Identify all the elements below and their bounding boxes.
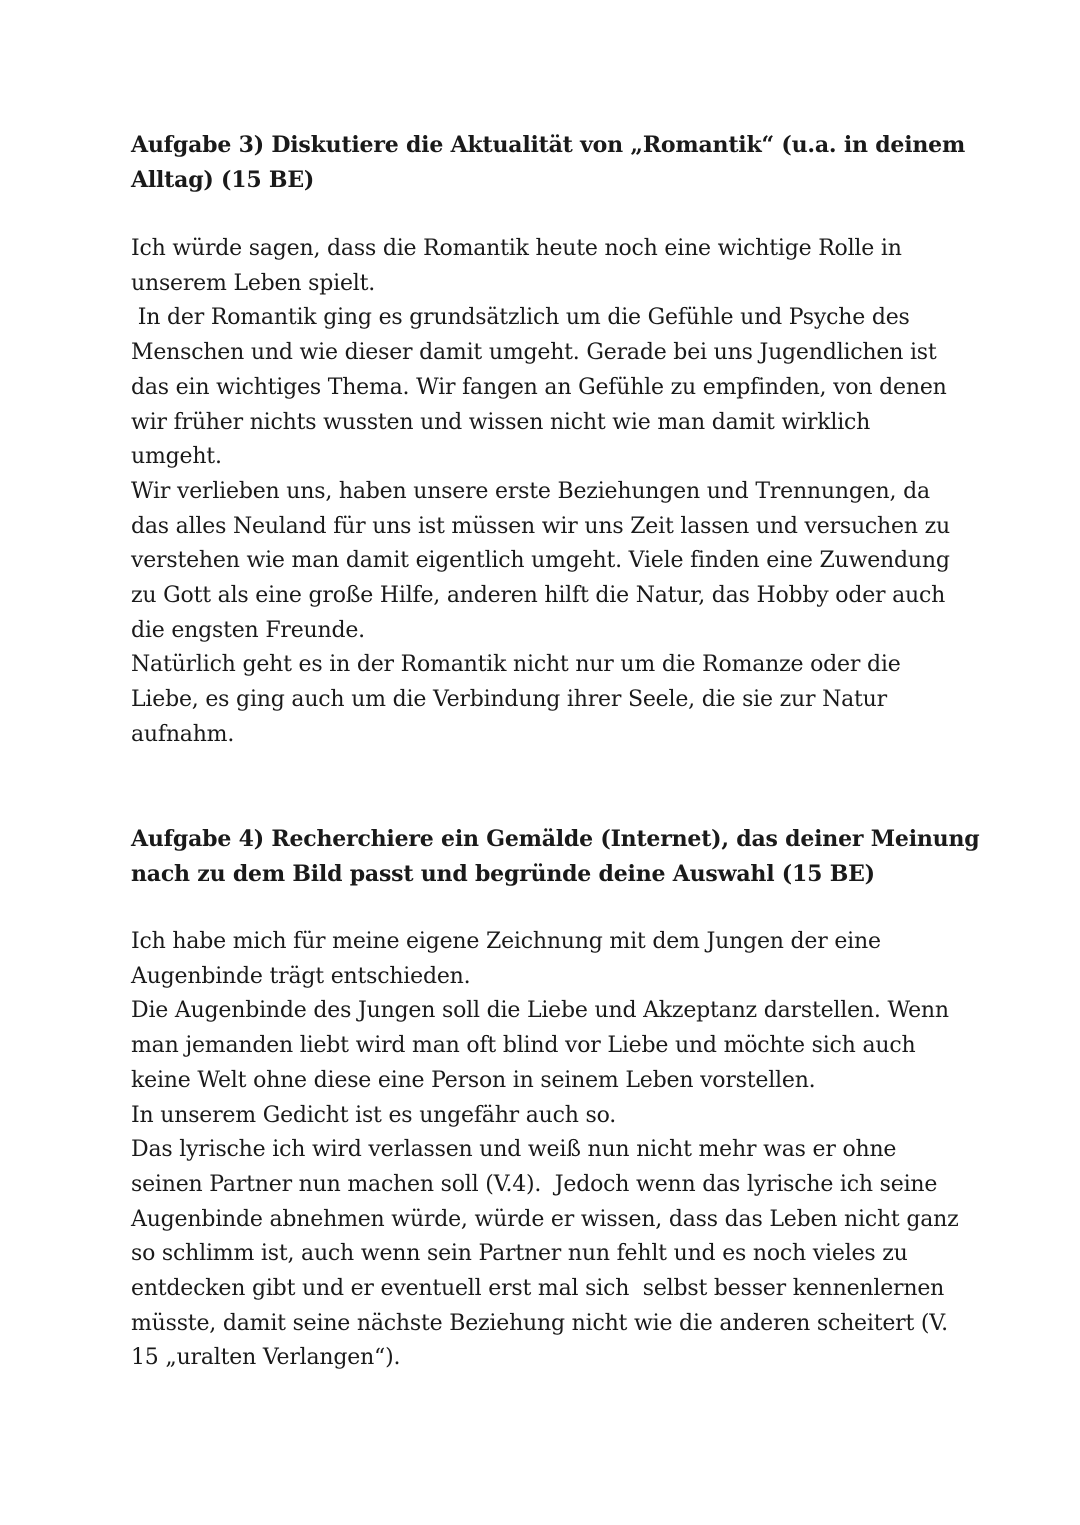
text-line: entdecken gibt und er eventuell erst mal sich selbst besser kennenlernen — [131, 1276, 945, 1302]
text-line: In der Romantik ging es grundsätzlich um die Gefühle und Psyche des — [131, 305, 910, 331]
task-4-answer — [131, 925, 959, 1376]
text-line: das alles Neuland für uns ist müssen wir uns Zeit lassen und versuchen zu — [131, 513, 950, 539]
task-4-heading — [131, 822, 979, 892]
text-line: Ich habe mich für meine eigene Zeichnung mit dem Jungen der eine — [131, 929, 881, 954]
text-line: Augenbinde abnehmen würde, würde er wissen, dass das Leben nicht ganz — [131, 1206, 959, 1232]
text-line: aufnahm. — [131, 721, 235, 747]
text-line: die engsten Freunde. — [131, 617, 365, 643]
text-line: unserem Leben spielt. — [131, 270, 376, 296]
text-line: Augenbinde trägt entschieden. — [131, 963, 471, 989]
text-line: müsste, damit seine nächste Beziehung nicht wie die anderen scheitert (V. — [131, 1310, 948, 1336]
text-line: man jemanden liebt wird man oft blind vor Liebe und möchte sich auch — [131, 1033, 916, 1059]
text-line: Die Augenbinde des Jungen soll die Liebe und Akzeptanz darstellen. Wenn — [131, 998, 949, 1024]
heading-line: Aufgabe 4) Recherchiere ein Gemälde (Internet), das deiner Meinung — [131, 826, 980, 852]
text-line: Menschen und wie dieser damit umgeht. Gerade bei uns Jugendlichen ist — [131, 340, 937, 366]
text-line: Natürlich geht es in der Romantik nicht nur um die Romanze oder die — [131, 652, 901, 678]
text-line: keine Welt ohne diese eine Person in seinem Leben vorstellen. — [131, 1067, 816, 1093]
heading-line: Alltag) (15 BE) — [131, 167, 315, 193]
text-line: das ein wichtiges Thema. Wir fangen an Gefühle zu empfinden, von denen — [131, 374, 947, 400]
text-line: verstehen wie man damit eigentlich umgeht. Viele finden eine Zuwendung — [131, 548, 950, 574]
task-3-heading — [131, 128, 965, 198]
heading-line: nach zu dem Bild passt und begründe deine Auswahl (15 BE) — [131, 861, 875, 887]
text-line: Liebe, es ging auch um die Verbindung ihrer Seele, die sie zur Natur — [131, 687, 887, 713]
task-3-answer — [131, 232, 950, 753]
text-line: wir früher nichts wussten und wissen nicht wie man damit wirklich — [131, 409, 871, 435]
text-line: Das lyrische ich wird verlassen und weiß nun nicht mehr was er ohne — [131, 1137, 897, 1163]
text-line: umgeht. — [131, 444, 222, 470]
text-line: In unserem Gedicht ist es ungefähr auch so. — [131, 1102, 617, 1128]
text-line: so schlimm ist, auch wenn sein Partner nun fehlt und es noch vieles zu — [131, 1241, 908, 1267]
text-line: zu Gott als eine große Hilfe, anderen hilft die Natur, das Hobby oder auch — [131, 583, 946, 609]
text-line: Wir verlieben uns, haben unsere erste Beziehungen und Trennungen, da — [131, 478, 930, 504]
heading-line: Aufgabe 3) Diskutiere die Aktualität von „Romantik“ (u.a. in deinem — [131, 132, 966, 158]
text-line: seinen Partner nun machen soll (V.4). Jedoch wenn das lyrische ich seine — [131, 1171, 938, 1197]
text-line: 15 „uralten Verlangen“). — [131, 1345, 401, 1371]
text-line: Ich würde sagen, dass die Romantik heute noch eine wichtige Rolle in — [131, 236, 902, 261]
